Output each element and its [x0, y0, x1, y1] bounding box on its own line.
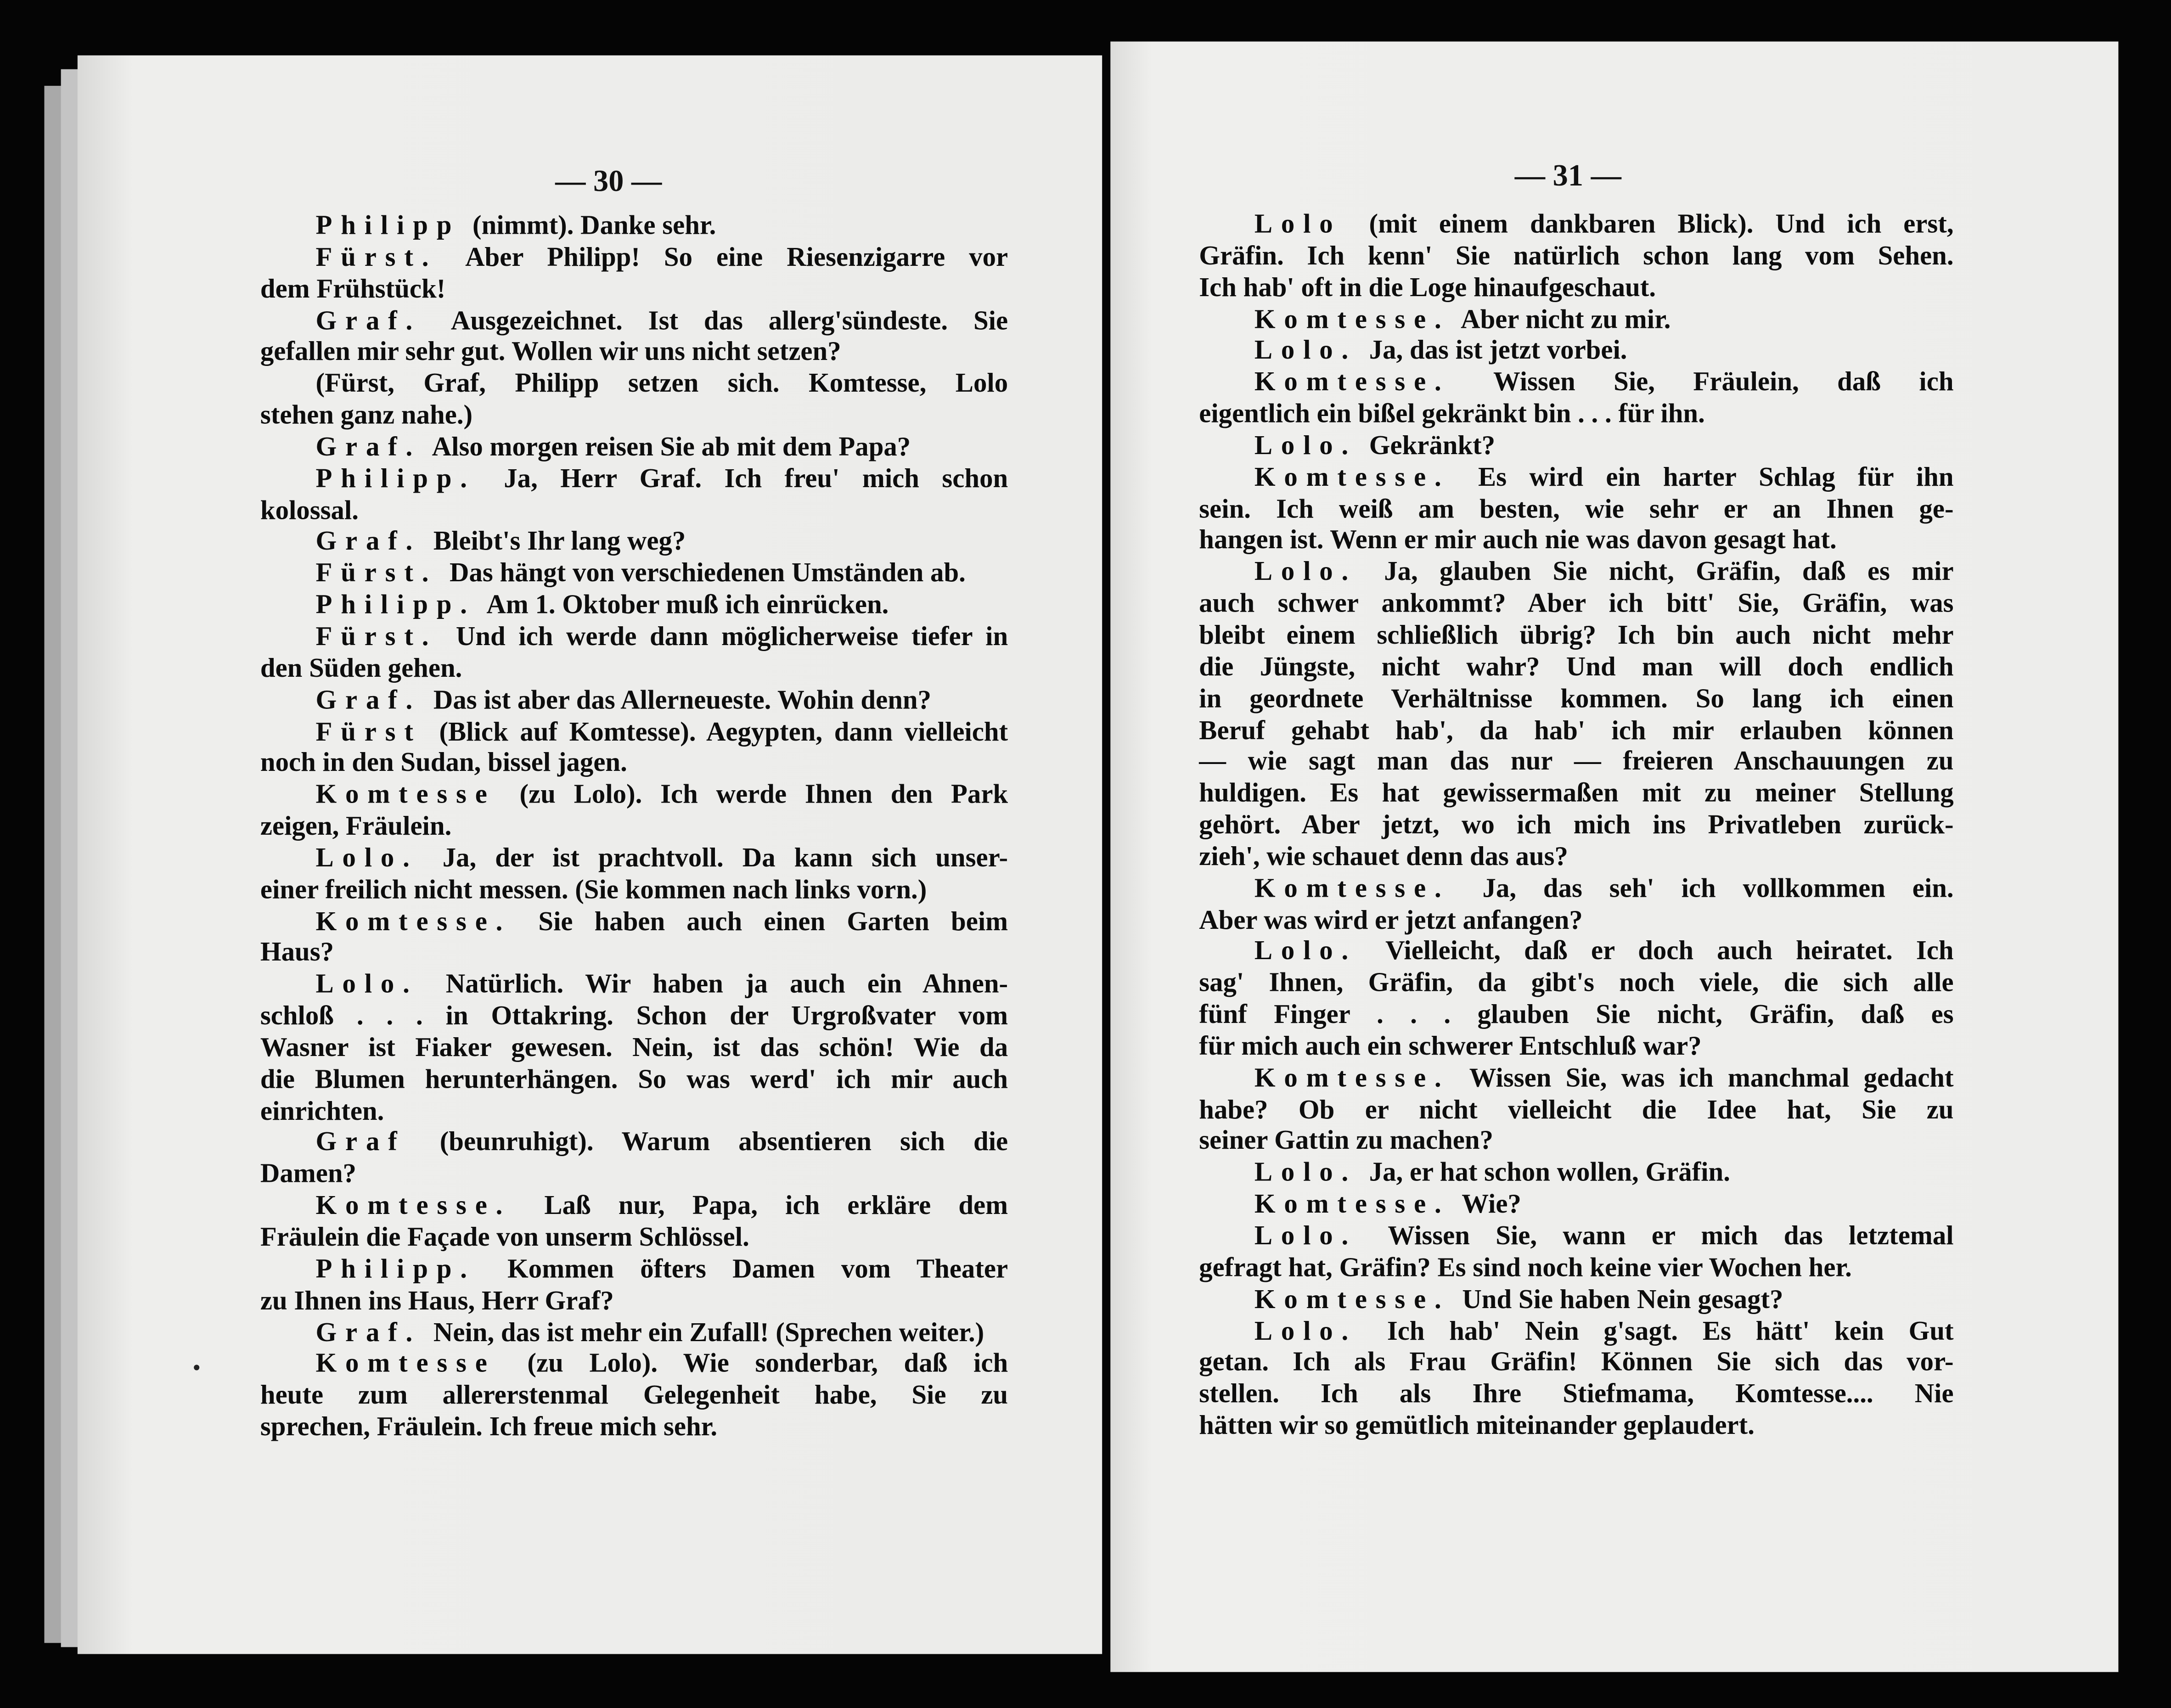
dialogue-paragraph: [260, 1192, 1008, 1255]
text-line: [1199, 1159, 1953, 1191]
dialogue-paragraph: [1199, 432, 1953, 463]
speaker-name: Lolo.: [1254, 558, 1357, 588]
speaker-name: Philipp.: [315, 465, 476, 494]
text-line: [1199, 305, 1953, 337]
line-text: die Blumen herunterhängen. So was werd' ich mir auch: [260, 1065, 1008, 1095]
right-page: [1110, 41, 2118, 1672]
line-text: dem Frühstück!: [260, 275, 446, 304]
line-text: sprechen, Fräulein. Ich freue mich sehr.: [260, 1413, 718, 1443]
line-text: einer freilich nicht messen. (Sie kommen nach links vorn.): [260, 876, 927, 905]
line-text: in geordnete Verhältnisse kommen. So lang ich einen: [1199, 685, 1954, 714]
dialogue-paragraph: [1199, 1191, 1953, 1222]
line-text: getan. Ich als Frau Gräfin! Können Sie sich das vor-: [1199, 1348, 1954, 1378]
text-line: [1199, 780, 1953, 811]
text-line: [1199, 906, 1953, 938]
text-line: [1199, 1064, 1953, 1096]
text-line: [260, 1002, 1008, 1034]
text-line: [1199, 558, 1953, 590]
text-line: [260, 433, 1008, 465]
line-text: Ja, glauben Sie nicht, Gräfin, daß es mir: [1384, 558, 1954, 588]
speaker-name: Lolo.: [315, 844, 418, 873]
text-line: [260, 971, 1008, 1002]
speaker-name: Lolo.: [315, 970, 418, 1000]
dialogue-paragraph: [260, 212, 1008, 243]
text-line: [260, 939, 1008, 971]
dialogue-paragraph: [260, 591, 1008, 623]
line-text: Wie?: [1462, 1191, 1521, 1220]
dialogue-paragraph: [260, 623, 1008, 686]
line-text: auch schwer ankommt? Aber ich bitt' Sie, Gräfin, was: [1199, 590, 1954, 619]
text-line: [1199, 938, 1953, 969]
speaker-name: Komtesse.: [1254, 368, 1450, 398]
text-line: [1199, 685, 1953, 716]
line-text: Das ist aber das Allerneueste. Wohin denn?: [433, 686, 932, 715]
left-page: [78, 56, 1102, 1654]
speaker-name: Komtesse.: [1254, 874, 1450, 904]
text-line: [1199, 1380, 1953, 1412]
text-line: [260, 1413, 1008, 1445]
text-line: [1199, 1348, 1953, 1380]
dialogue-paragraph: [260, 433, 1008, 465]
page-text: [1199, 210, 1953, 1444]
line-text: den Süden gehen.: [260, 654, 462, 684]
text-line: [260, 654, 1008, 686]
line-text: (zu Lolo). Ich werde Ihnen den Park: [519, 781, 1008, 810]
speaker-name: Komtesse.: [1254, 1191, 1450, 1220]
dialogue-paragraph: [260, 1129, 1008, 1192]
line-text: Kommen öfters Damen vom Theater: [507, 1255, 1008, 1285]
line-text: Ich hab' Nein g'sagt. Es hätt' kein Gut: [1387, 1317, 1954, 1346]
text-line: [1199, 621, 1953, 653]
speaker-name: Graf: [315, 1129, 406, 1158]
line-text: Fräulein die Façade von unserm Schlössel.: [260, 1223, 749, 1253]
text-line: [260, 1129, 1008, 1160]
line-text: Das hängt von verschiedenen Umständen ab.: [450, 559, 966, 589]
text-line: [1199, 1033, 1953, 1064]
dialogue-paragraph: [1199, 1159, 1953, 1191]
text-line: [1199, 1001, 1953, 1033]
line-text: (zu Lolo). Wie sonderbar, daß ich: [527, 1350, 1008, 1379]
text-line: [1199, 1254, 1953, 1286]
dialogue-paragraph: [1199, 1317, 1953, 1443]
line-text: (nimmt). Danke sehr.: [472, 212, 716, 241]
line-text: die Jüngste, nicht wahr? Und man will doch endlich: [1199, 653, 1954, 682]
dialogue-paragraph: [1199, 1286, 1953, 1317]
line-text: heute zum allererstenmal Gelegenheit habe, Sie zu: [260, 1382, 1008, 1411]
line-text: Vielleicht, daß er doch auch heiratet. Ich: [1385, 938, 1954, 967]
speaker-name: Komtesse.: [315, 1192, 512, 1221]
dialogue-paragraph: [1199, 1222, 1953, 1286]
line-text: Es wird ein harter Schlag für ihn: [1478, 463, 1954, 493]
line-text: seiner Gattin zu machen?: [1199, 1127, 1494, 1157]
speaker-name: Philipp: [315, 212, 461, 241]
dialogue-paragraph: [1199, 337, 1953, 369]
dialogue-paragraph: [260, 370, 1008, 433]
dialogue-paragraph: [260, 971, 1008, 1129]
dialogue-paragraph: [260, 465, 1008, 528]
line-text: Ja, er hat schon wollen, Gräfin.: [1369, 1159, 1730, 1188]
line-text: Nein, das ist mehr ein Zufall! (Sprechen weiter.): [433, 1318, 984, 1348]
text-line: [260, 1066, 1008, 1097]
dialogue-paragraph: [260, 686, 1008, 718]
text-line: [1199, 400, 1953, 432]
line-text: Aber was wird er jetzt anfangen?: [1199, 906, 1583, 935]
line-text: Damen?: [260, 1160, 356, 1190]
dialogue-paragraph: [1199, 463, 1953, 558]
ink-speck: [194, 1365, 199, 1370]
text-line: [260, 1350, 1008, 1382]
dialogue-paragraph: [260, 907, 1008, 971]
speaker-name: Graf.: [315, 433, 422, 462]
line-text: sag' Ihnen, Gräfin, da gibt's noch viele, die sich alle: [1199, 969, 1954, 999]
text-line: [260, 465, 1008, 496]
line-text: Wissen Sie, wann er mich das letztemal: [1388, 1222, 1954, 1252]
line-text: zieh', wie schauet denn das aus?: [1199, 843, 1568, 872]
text-line: [260, 686, 1008, 718]
speaker-name: Lolo.: [1254, 938, 1357, 967]
speaker-name: Lolo: [1254, 210, 1342, 240]
dialogue-paragraph: [260, 560, 1008, 591]
speaker-name: Fürst: [315, 718, 422, 747]
line-text: hangen ist. Wenn er mir auch nie was davon gesagt hat.: [1199, 526, 1837, 556]
line-text: Aber Philipp! So eine Riesenzigarre vor: [465, 243, 1008, 273]
line-text: Also morgen reisen Sie ab mit dem Papa?: [432, 433, 911, 462]
line-text: Und ich werde dann möglicherweise tiefer in: [456, 623, 1008, 652]
line-text: einrichten.: [260, 1097, 384, 1126]
text-line: [1199, 242, 1953, 274]
page-text: [260, 212, 1008, 1445]
line-text: gefragt hat, Gräfin? Es sind noch keine vier Wochen her.: [1199, 1253, 1852, 1283]
page-number: — 31 —: [1514, 157, 1621, 193]
line-text: Ausgezeichnet. Ist das allerg'sündeste. Sie: [450, 306, 1008, 336]
line-text: Ja, der ist prachtvoll. Da kann sich unser-: [442, 844, 1008, 873]
line-text: Gräfin. Ich kenn' Sie natürlich schon lang vom Sehen.: [1199, 242, 1954, 271]
text-line: [1199, 590, 1953, 622]
speaker-name: Komtesse.: [1254, 1285, 1450, 1315]
speaker-name: Komtesse.: [1254, 1064, 1450, 1093]
text-line: [1199, 1222, 1953, 1254]
line-text: (beunruhigt). Warum absentieren sich die: [439, 1129, 1008, 1158]
text-line: [260, 1255, 1008, 1287]
dialogue-paragraph: [1199, 305, 1953, 337]
line-text: Sie haben auch einen Garten beim: [538, 907, 1008, 937]
text-line: [1199, 337, 1953, 369]
line-text: eigentlich ein bißel gekränkt bin . . . für ihn.: [1199, 400, 1705, 429]
speaker-name: Fürst.: [315, 559, 438, 589]
text-line: [260, 1160, 1008, 1192]
text-line: [260, 1382, 1008, 1413]
speaker-name: Philipp.: [315, 591, 476, 620]
speaker-name: Komtesse: [315, 781, 496, 810]
text-line: [1199, 969, 1953, 1001]
speaker-name: Lolo.: [1254, 1317, 1357, 1346]
line-text: sein. Ich weiß am besten, wie sehr er an Ihnen ge-: [1199, 495, 1954, 524]
page-number: — 30 —: [555, 163, 662, 198]
text-line: [1199, 653, 1953, 685]
dialogue-paragraph: [260, 528, 1008, 560]
text-line: [1199, 748, 1953, 780]
text-line: [260, 307, 1008, 338]
text-line: [1199, 843, 1953, 875]
text-line: [1199, 432, 1953, 463]
text-line: [260, 781, 1008, 813]
text-line: [1199, 716, 1953, 748]
line-text: Gekränkt?: [1369, 432, 1496, 461]
line-text: Aber nicht zu mir.: [1461, 305, 1671, 335]
dialogue-paragraph: [260, 844, 1008, 908]
text-line: [260, 243, 1008, 275]
line-text: Ja, das ist jetzt vorbei.: [1369, 337, 1627, 366]
speaker-name: Lolo.: [1254, 337, 1357, 366]
text-line: [260, 1287, 1008, 1319]
line-text: (Blick auf Komtesse). Aegypten, dann vielleicht: [439, 718, 1008, 747]
line-text: Ich hab' oft in die Loge hinaufgeschaut.: [1199, 273, 1656, 303]
dialogue-paragraph: [1199, 558, 1953, 875]
line-text: zeigen, Fräulein.: [260, 812, 452, 842]
text-line: [260, 1192, 1008, 1224]
speaker-name: Fürst.: [315, 623, 438, 652]
line-text: fünf Finger . . . glauben Sie nicht, Gräfin, daß es: [1199, 1000, 1954, 1030]
text-line: [1199, 463, 1953, 495]
line-text: für mich auch ein schwerer Entschluß war?: [1199, 1032, 1702, 1062]
line-text: (mit einem dankbaren Blick). Und ich erst,: [1369, 210, 1954, 240]
line-text: gefallen mir sehr gut. Wollen wir uns nicht setzen?: [260, 338, 841, 367]
speaker-name: Komtesse.: [315, 907, 512, 937]
text-line: [260, 623, 1008, 654]
line-text: habe? Ob er nicht vielleicht die Idee hat, Sie zu: [1199, 1096, 1954, 1125]
line-text: stehen ganz nahe.): [260, 401, 473, 431]
text-line: [260, 212, 1008, 243]
speaker-name: Graf.: [315, 306, 422, 336]
dialogue-paragraph: [1199, 1064, 1953, 1159]
text-line: [260, 370, 1008, 402]
text-line: [260, 1224, 1008, 1255]
text-line: [260, 401, 1008, 433]
dialogue-paragraph: [260, 1350, 1008, 1445]
text-line: [260, 813, 1008, 844]
dialogue-paragraph: [1199, 874, 1953, 938]
line-text: Beruf gehabt hab', da hab' ich mir erlauben können: [1199, 716, 1954, 746]
text-line: [260, 876, 1008, 907]
dialogue-paragraph: [260, 1255, 1008, 1319]
dialogue-paragraph: [1199, 938, 1953, 1064]
line-text: Ja, das seh' ich vollkommen ein.: [1482, 874, 1954, 904]
line-text: Natürlich. Wir haben ja auch ein Ahnen-: [445, 970, 1008, 1000]
dialogue-paragraph: [1199, 210, 1953, 305]
dialogue-paragraph: [260, 1319, 1008, 1350]
line-text: — wie sagt man das nur — freieren Anschauungen zu: [1199, 747, 1954, 777]
line-text: Wissen Sie, Fräulein, daß ich: [1493, 368, 1954, 398]
line-text: Wissen Sie, was ich manchmal gedacht: [1469, 1064, 1954, 1093]
text-line: [260, 591, 1008, 623]
text-line: [260, 1097, 1008, 1129]
dialogue-paragraph: [260, 243, 1008, 307]
line-text: gehört. Aber jetzt, wo ich mich ins Privatleben zurück-: [1199, 811, 1954, 840]
line-text: kolossal.: [260, 496, 359, 526]
text-line: [1199, 210, 1953, 242]
text-line: [260, 749, 1008, 781]
line-text: Ja, Herr Graf. Ich freu' mich schon: [504, 465, 1008, 494]
text-line: [1199, 1096, 1953, 1127]
dialogue-paragraph: [1199, 369, 1953, 432]
line-text: Am 1. Oktober muß ich einrücken.: [486, 591, 889, 620]
dialogue-paragraph: [260, 781, 1008, 844]
text-line: [1199, 274, 1953, 305]
line-text: stellen. Ich als Ihre Stiefmama, Komtesse.... Nie: [1199, 1380, 1954, 1410]
text-line: [260, 907, 1008, 939]
line-text: (Fürst, Graf, Philipp setzen sich. Komtesse, Lolo: [315, 370, 1008, 399]
text-line: [260, 1034, 1008, 1066]
text-line: [260, 560, 1008, 591]
speaker-name: Komtesse.: [1254, 463, 1450, 493]
speaker-name: Philipp.: [315, 1255, 476, 1285]
speaker-name: Lolo.: [1254, 432, 1357, 461]
text-line: [1199, 1286, 1953, 1317]
speaker-name: Komtesse: [315, 1350, 496, 1379]
speaker-name: Graf.: [315, 1318, 422, 1348]
text-line: [1199, 1191, 1953, 1222]
speaker-name: Komtesse.: [1254, 305, 1450, 335]
line-text: Haus?: [260, 939, 334, 968]
text-line: [260, 275, 1008, 307]
line-text: Bleibt's Ihr lang weg?: [433, 528, 686, 557]
line-text: bleibt einem schließlich übrig? Ich bin auch nicht mehr: [1199, 621, 1954, 651]
text-line: [260, 338, 1008, 370]
line-text: noch in den Sudan, bissel jagen.: [260, 749, 627, 779]
text-line: [1199, 1127, 1953, 1159]
speaker-name: Graf.: [315, 686, 422, 715]
speaker-name: Lolo.: [1254, 1159, 1357, 1188]
text-line: [1199, 1317, 1953, 1348]
text-line: [1199, 527, 1953, 558]
speaker-name: Lolo.: [1254, 1222, 1357, 1252]
text-line: [1199, 811, 1953, 843]
line-text: zu Ihnen ins Haus, Herr Graf?: [260, 1287, 614, 1316]
line-text: Wasner ist Fiaker gewesen. Nein, ist das schön! Wie da: [260, 1034, 1008, 1063]
text-line: [260, 528, 1008, 560]
dialogue-paragraph: [260, 307, 1008, 370]
text-line: [1199, 495, 1953, 527]
line-text: schloß . . . in Ottakring. Schon der Urgroßvater vom: [260, 1002, 1008, 1032]
line-text: huldigen. Es hat gewissermaßen mit zu meiner Stellung: [1199, 779, 1954, 809]
line-text: hätten wir so gemütlich miteinander geplaudert.: [1199, 1412, 1755, 1441]
speaker-name: Fürst.: [315, 243, 438, 273]
text-line: [1199, 874, 1953, 906]
text-line: [260, 718, 1008, 749]
speaker-name: Graf.: [315, 528, 422, 557]
text-line: [260, 1319, 1008, 1350]
text-line: [260, 496, 1008, 528]
line-text: Laß nur, Papa, ich erkläre dem: [544, 1192, 1008, 1221]
text-line: [1199, 1412, 1953, 1444]
line-text: Und Sie haben Nein gesagt?: [1462, 1285, 1783, 1315]
dialogue-paragraph: [260, 718, 1008, 781]
text-line: [260, 844, 1008, 876]
text-line: [1199, 369, 1953, 400]
